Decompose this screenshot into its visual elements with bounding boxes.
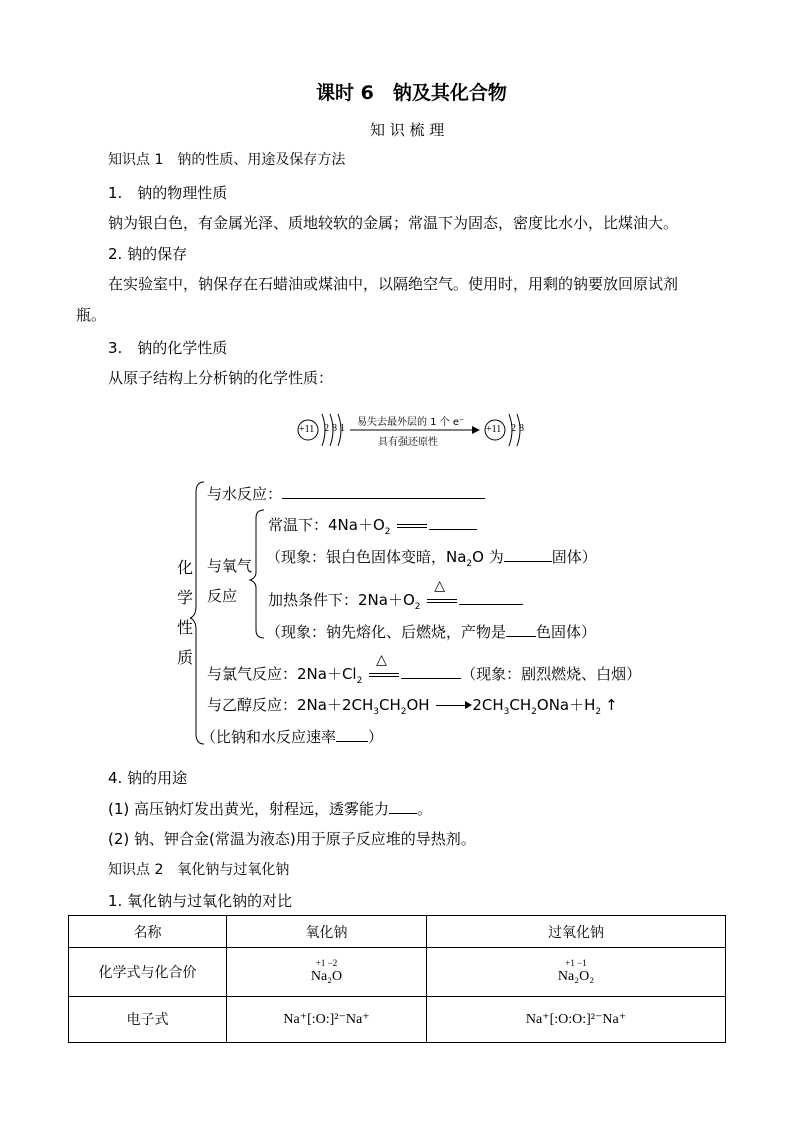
equation-text: 加热条件下：2Na＋O <box>268 591 415 609</box>
subscript: 2 <box>595 707 602 717</box>
arrow-bottom-label: 具有强还原性 <box>378 437 438 448</box>
table-cell: Na⁺[:O:O:]²⁻Na⁺ <box>427 996 726 1042</box>
reaction-oxygen-normal <box>268 514 477 537</box>
answer-blank <box>389 799 417 814</box>
equation-text: ONa＋H <box>536 696 596 714</box>
subscript: 3 <box>373 707 379 717</box>
answer-blank <box>506 622 536 637</box>
subscript: 2 <box>414 602 421 612</box>
table-row <box>69 996 726 1042</box>
note-text: （比钠和水反应速率 <box>201 728 337 746</box>
note-text: 固体） <box>551 548 597 566</box>
answer-blank <box>336 727 368 742</box>
answer-blank <box>459 590 523 605</box>
uses-item-2: (2) 钠、钾合金(常温为液态)用于原子反应堆的导热剂。 <box>108 830 476 848</box>
answer-blank <box>429 515 477 530</box>
heat-triangle-icon: △ <box>376 651 387 668</box>
equation-text: OH <box>406 696 430 714</box>
arrow-top-label: 易失去最外层的 1 个 e⁻ <box>357 417 465 428</box>
subscript: 2 <box>356 676 363 686</box>
chemical-properties-intro: 从原子结构上分析钠的化学性质： <box>108 369 334 387</box>
equation-text: 与乙醇反应：2Na＋2CH <box>207 696 374 714</box>
oxygen-label-line2: 反应 <box>207 587 238 605</box>
equation-text: 与氯气反应：2Na＋Cl <box>207 665 357 683</box>
comparison-table <box>68 915 726 1043</box>
table-cell <box>227 948 427 996</box>
storage-text-line1: 在实验室中，钠保存在石蜡油或煤油中，以隔绝空气。使用时，用剩的钠要放回原试剂 <box>108 275 679 293</box>
reaction-water-label: 与水反应： <box>207 485 283 503</box>
valence-label: +1 −1 <box>565 957 587 968</box>
shell-count-1: 2 <box>324 423 329 434</box>
table-header-cell: 过氧化钠 <box>427 916 726 948</box>
section-subtitle: 知 识 梳 理 <box>370 121 445 139</box>
shell-count-2: 8 <box>332 423 337 434</box>
vertical-char: 学 <box>177 588 194 607</box>
gas-up-arrow-icon: ↑ <box>605 696 618 714</box>
uses-item-1 <box>108 798 432 819</box>
vertical-char: 性 <box>177 618 194 637</box>
table-row <box>69 948 726 996</box>
chemical-formula: Na₂O <box>310 968 343 984</box>
vertical-char: 质 <box>177 648 194 667</box>
equation-text: 常温下：4Na＋O <box>268 516 385 534</box>
reaction-chlorine <box>207 651 642 686</box>
equation-text: CH <box>509 696 532 714</box>
table-cell <box>427 948 726 996</box>
answer-blank <box>401 664 461 679</box>
heading-physical-properties: 1. 钠的物理性质 <box>108 184 228 202</box>
table-header-cell: 氧化钠 <box>227 916 427 948</box>
page-title: 课时 6 钠及其化合物 <box>316 82 507 104</box>
table-header-cell: 名称 <box>69 916 227 948</box>
equation-text: 2CH <box>472 696 504 714</box>
heat-triangle-icon: △ <box>434 577 446 594</box>
oxygen-label <box>207 551 252 611</box>
subscript: 3 <box>503 707 510 717</box>
reaction-oxygen-normal-note <box>266 546 597 569</box>
valence-label: +1 −2 <box>315 957 338 968</box>
reaction-oxygen-heat <box>268 577 523 612</box>
vertical-label <box>177 553 197 673</box>
shell-count-3: 1 <box>340 423 345 434</box>
heading-uses: 4. 钠的用途 <box>108 769 188 787</box>
shell-after-1: 2 <box>511 423 516 434</box>
subscript: 2 <box>400 707 407 717</box>
uses-item-text: 。 <box>417 800 433 818</box>
note-text: （现象：钠先熔化、后燃烧，产物是 <box>266 623 507 641</box>
knowledge-point-2: 知识点 2 氧化钠与过氧化钠 <box>108 862 290 878</box>
shell-after-2: 8 <box>519 423 524 434</box>
note-text: （现象：银白色固体变暗，Na <box>266 548 467 566</box>
note-text: ） <box>368 728 384 746</box>
table-header-row <box>69 916 726 948</box>
answer-blank <box>504 547 552 562</box>
reaction-rate-note <box>201 726 383 747</box>
reaction-water <box>207 483 485 504</box>
physical-properties-text: 钠为银白色，有金属光泽、质地较软的金属；常温下为固态，密度比水小，比煤油大。 <box>108 214 679 232</box>
answer-blank <box>282 484 485 499</box>
storage-text-line2: 瓶。 <box>76 306 107 324</box>
subscript: 2 <box>466 559 473 569</box>
table-cell: Na⁺[:O:]²⁻Na⁺ <box>227 996 427 1042</box>
reaction-ethanol <box>207 694 618 717</box>
note-text: （现象：剧烈燃烧、白烟） <box>461 665 642 683</box>
subscript: 2 <box>384 527 391 537</box>
vertical-char: 化 <box>177 558 194 577</box>
equals-sign <box>397 524 427 528</box>
reaction-oxygen-heat-note <box>266 621 596 642</box>
table-row-label: 化学式与化合价 <box>69 948 227 996</box>
oxygen-label-line1: 与氧气 <box>207 557 253 575</box>
subscript: 2 <box>531 707 537 717</box>
note-text: O 为 <box>472 548 504 566</box>
note-text: 色固体） <box>536 623 597 641</box>
nucleus-label-after: +11 <box>486 424 502 435</box>
reaction-arrow-icon <box>436 705 470 706</box>
table-row-label: 电子式 <box>69 996 227 1042</box>
heading-chemical-properties: 3. 钠的化学性质 <box>108 339 228 357</box>
heat-equals-sign <box>369 651 399 677</box>
heat-equals-sign <box>427 577 457 603</box>
heading-storage: 2. 钠的保存 <box>108 245 188 263</box>
nucleus-label-before: +11 <box>299 424 315 435</box>
heading-comparison: 1. 氧化钠与过氧化钠的对比 <box>108 892 293 910</box>
equation-text: CH <box>379 696 401 714</box>
uses-item-text: (1) 高压钠灯发出黄光，射程远，透雾能力 <box>108 800 390 818</box>
chemical-formula: Na₂O₂ <box>557 968 595 984</box>
knowledge-point-1: 知识点 1 钠的性质、用途及保存方法 <box>108 152 346 168</box>
